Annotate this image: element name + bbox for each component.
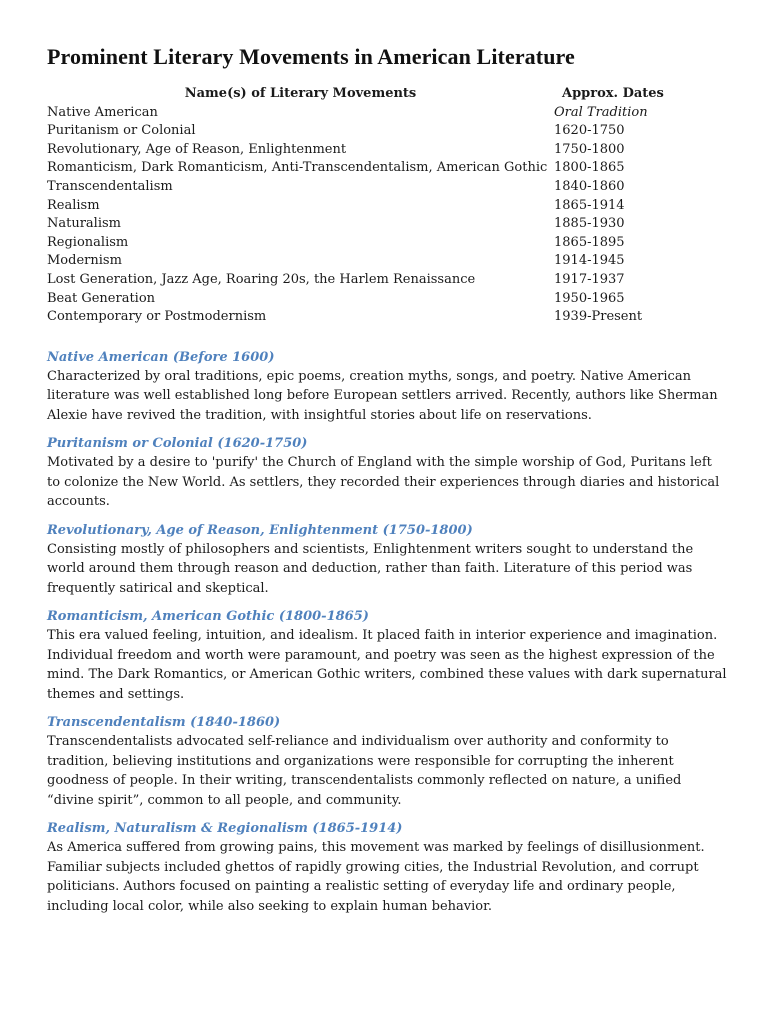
section-puritanism — [47, 435, 727, 512]
section-native-american — [47, 349, 727, 426]
table-row — [47, 159, 687, 178]
section-body: Consisting mostly of philosophers and scientists, Enlightenment writers sought to understand the world around them through reason and deduction, rather than faith. Literature of this period was frequently satirical and skeptical. — [47, 541, 694, 596]
column-header-dates: Approx. Dates — [562, 86, 664, 101]
movement-name: Lost Generation, Jazz Age, Roaring 20s, the Harlem Renaissance — [47, 271, 476, 287]
table-row — [47, 197, 687, 216]
section-romanticism — [47, 608, 727, 704]
movement-dates: 1950-1965 — [554, 290, 625, 306]
movement-dates: 1620-1750 — [554, 123, 625, 139]
movement-dates: 1800-1865 — [554, 160, 625, 176]
movement-dates: Oral Tradition — [554, 104, 648, 120]
page-title: Prominent Literary Movements in American Literature — [47, 44, 575, 69]
table-row — [47, 178, 687, 197]
movement-dates: 1914-1945 — [554, 253, 625, 269]
movement-dates: 1750-1800 — [554, 141, 625, 157]
table-row — [47, 141, 687, 160]
table-row — [47, 234, 687, 253]
section-heading: Realism, Naturalism & Regionalism (1865-1914) — [47, 821, 403, 837]
section-revolutionary — [47, 522, 727, 599]
movement-name: Naturalism — [47, 216, 122, 232]
table-row — [47, 252, 687, 271]
movement-name: Revolutionary, Age of Reason, Enlightenment — [47, 141, 347, 157]
section-body: This era valued feeling, intuition, and idealism. It placed faith in interior experience and imagination. Individual freedom and worth were paramount, and poetry was seen as the highest expression of the mind. The Dark Romantics, or American Gothic writers, combined these values with dark supernatural themes and settings. — [47, 628, 727, 702]
movement-sections — [47, 349, 727, 917]
movement-name: Realism — [47, 197, 100, 213]
table-header-row — [47, 85, 687, 104]
movement-name: Puritanism or Colonial — [47, 123, 196, 139]
table-row — [47, 122, 687, 141]
table-row — [47, 290, 687, 309]
table-row — [47, 215, 687, 234]
movement-dates: 1917-1937 — [554, 271, 625, 287]
section-heading: Puritanism or Colonial (1620-1750) — [47, 436, 308, 452]
column-header-name: Name(s) of Literary Movements — [184, 86, 417, 101]
movement-name: Contemporary or Postmodernism — [47, 309, 267, 325]
section-heading: Transcendentalism (1840-1860) — [47, 715, 281, 731]
document-page — [47, 40, 727, 926]
movement-dates: 1939-Present — [554, 309, 643, 325]
movement-dates: 1865-1895 — [554, 234, 625, 250]
movement-name: Regionalism — [47, 234, 129, 250]
section-heading: Revolutionary, Age of Reason, Enlightenment (1750-1800) — [47, 522, 473, 538]
movement-dates: 1840-1860 — [554, 178, 625, 194]
movement-dates: 1865-1914 — [554, 197, 625, 213]
movement-name: Transcendentalism — [47, 178, 173, 194]
movement-name: Modernism — [47, 253, 122, 269]
section-heading: Romanticism, American Gothic (1800-1865) — [47, 609, 369, 625]
section-transcendentalism — [47, 714, 727, 810]
section-body: As America suffered from growing pains, this movement was marked by feelings of disillusionment. Familiar subjects included ghettos of rapidly growing cities, the Industrial Revolution, and corrupt politicians. Authors focused on painting a realistic setting of everyday life and ordinary people, including local color, while also seeking to explain human behavior. — [47, 840, 705, 914]
section-realism — [47, 820, 727, 916]
movement-name: Beat Generation — [47, 290, 156, 306]
table-row — [47, 104, 687, 123]
movement-dates: 1885-1930 — [554, 216, 625, 232]
table-row — [47, 271, 687, 290]
section-body: Motivated by a desire to 'purify' the Church of England with the simple worship of God, Puritans left to colonize the New World. As settlers, they recorded their experiences through diaries and historical accounts. — [47, 455, 720, 510]
section-body: Transcendentalists advocated self-reliance and individualism over authority and conformity to tradition, believing institutions and organizations were responsible for corrupting the inherent goodness of people. In their writing, transcendentalists commonly reflected on nature, a unified “divine spirit”, common to all people, and community. — [47, 734, 682, 808]
section-heading: Native American (Before 1600) — [47, 349, 275, 365]
section-body: Characterized by oral traditions, epic poems, creation myths, songs, and poetry. Native American literature was well established long before European settlers arrived. Recently, authors like Sherman Alexie have revived the tradition, with insightful stories about life on reservations. — [47, 368, 718, 423]
movement-name: Native American — [47, 104, 158, 120]
movements-table — [47, 85, 687, 327]
movement-name: Romanticism, Dark Romanticism, Anti-Transcendentalism, American Gothic — [47, 160, 548, 176]
table-row — [47, 308, 687, 327]
